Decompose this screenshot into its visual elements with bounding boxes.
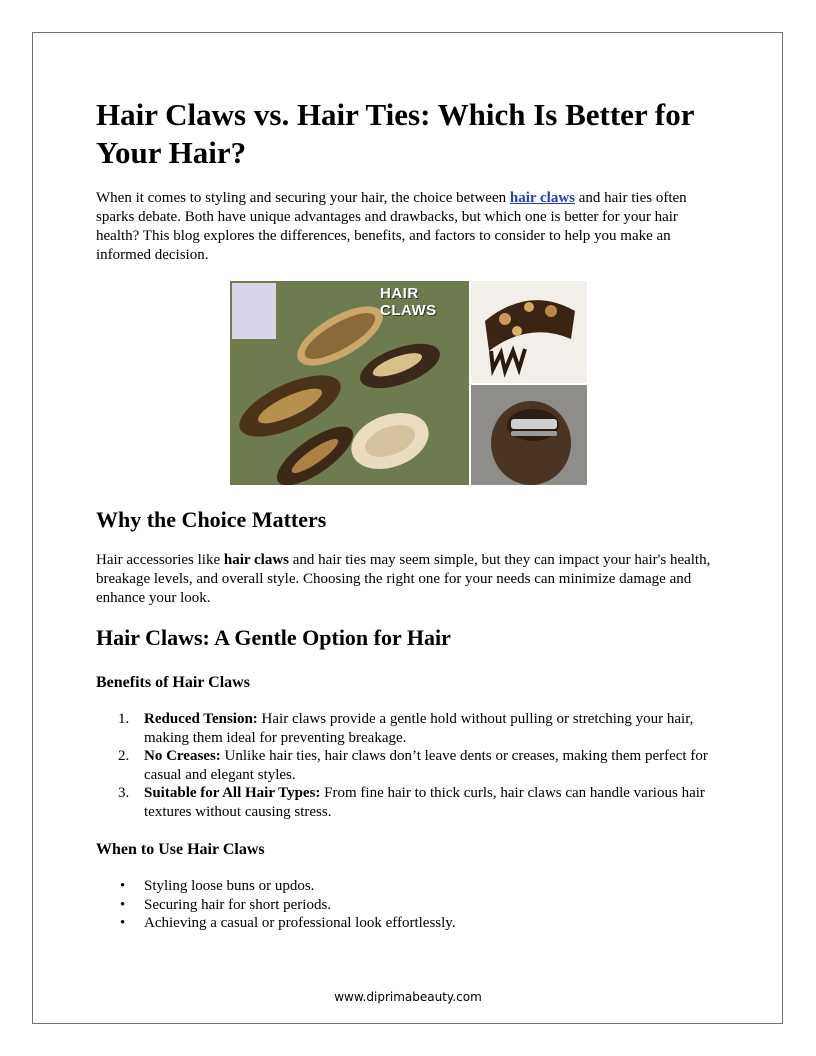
hair-claws-link[interactable]: hair claws (509, 190, 576, 206)
item-text: Securing hair for short periods. (144, 896, 332, 913)
hair-claws-collage-main (230, 281, 469, 485)
section-heading: Why the Choice Matters (96, 507, 327, 532)
hair-bun-illustration (471, 385, 587, 485)
article-intro (96, 96, 720, 265)
item-text: Unlike hair ties, hair claws don’t leave dents or creases, making them perfect for casual and elegant styles. (144, 748, 708, 783)
item-title: No Creases: (144, 748, 221, 764)
hair-updo-photo (471, 385, 587, 485)
list-item (96, 914, 720, 933)
list-item (96, 877, 720, 896)
tortoiseshell-claw-photo (471, 281, 587, 383)
section-heading: Hair Claws: A Gentle Option for Hair (96, 625, 451, 650)
list-number: 2. (118, 748, 130, 764)
paragraph-text-end: and hair ties may seem simple, but they can impact your hair's health, breakage levels, and overall style. Choosing the right one for your needs can minimize damage and enhance your look. (96, 552, 711, 606)
intro-paragraph (96, 189, 720, 265)
hair-claws-image (230, 281, 587, 485)
bold-term: hair claws (223, 552, 290, 568)
list-item (96, 747, 720, 784)
list-number: 1. (118, 711, 130, 727)
bullet-icon: • (120, 915, 126, 931)
image-caption: HAIR CLAWS (380, 285, 437, 319)
usage-list (96, 877, 720, 933)
item-title: Suitable for All Hair Types: (144, 785, 321, 801)
item-text: From fine hair to thick curls, hair claws can handle various hair textures without causing stress. (144, 785, 705, 820)
item-title: Reduced Tension: (144, 711, 258, 727)
intro-text-start: When it comes to styling and securing your hair, the choice between (96, 190, 510, 206)
list-item (96, 710, 720, 747)
paragraph-text-start: Hair accessories like (96, 552, 224, 568)
section-paragraph (96, 551, 720, 608)
bullet-icon: • (120, 878, 126, 894)
list-item (96, 896, 720, 915)
item-text: Hair claws provide a gentle hold without pulling or stretching your hair, making them ideal for preventing breakage. (144, 711, 694, 746)
footer-url: www.diprimabeauty.com (334, 990, 482, 1004)
claw-clip-illustration (471, 281, 587, 383)
benefits-list (96, 710, 720, 821)
bullet-icon: • (120, 896, 126, 913)
why-choice-section (96, 507, 720, 608)
item-text: Styling loose buns or updos. (144, 878, 315, 894)
when-subheading: When to Use Hair Claws (96, 841, 265, 858)
list-number: 3. (118, 785, 130, 801)
page-title: Hair Claws vs. Hair Ties: Which Is Better for Your Hair? (96, 97, 694, 170)
item-text: Achieving a casual or professional look effortlessly. (144, 915, 456, 931)
when-to-use-section (96, 840, 720, 933)
list-item (96, 784, 720, 821)
hair-claws-section (96, 625, 720, 821)
intro-text-end: and hair ties often sparks debate. Both have unique advantages and drawbacks, but which one is better for your hair health? This blog explores the differences, benefits, and factors to consider to help you make an informed decision. (96, 190, 687, 263)
benefits-subheading: Benefits of Hair Claws (96, 674, 250, 691)
